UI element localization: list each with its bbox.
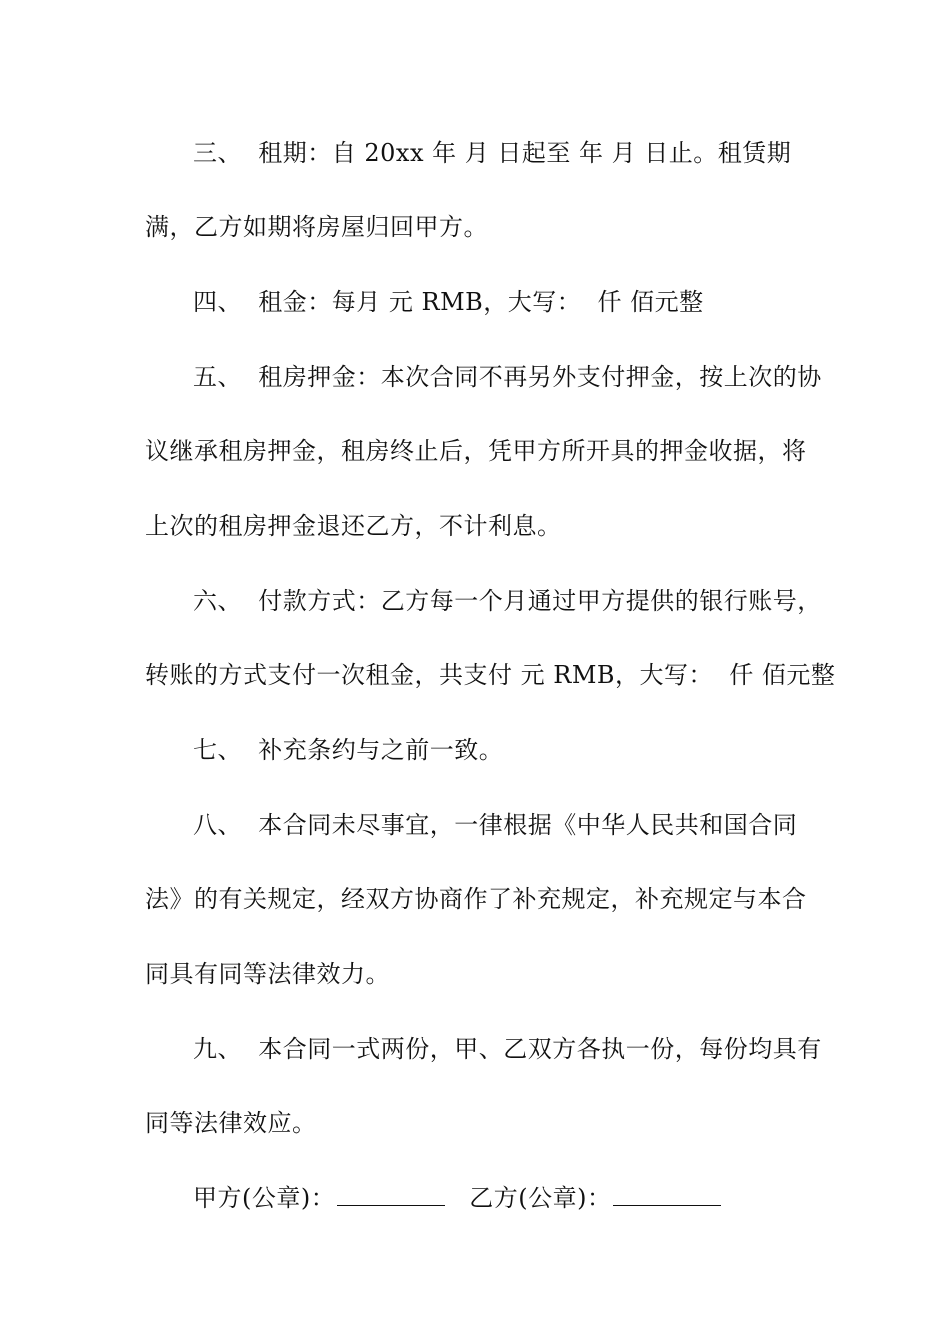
- clause-9-line-1: 九、 本合同一式两份，甲、乙双方各执一份，每份均具有: [193, 1035, 822, 1063]
- clause-8-line-2: 法》的有关规定，经双方协商作了补充规定，补充规定与本合: [145, 885, 807, 913]
- party-a-signature-blank: [337, 1183, 445, 1206]
- clause-6-line-2: 转账的方式支付一次租金，共支付 元 RMB，大写： 仟 佰元整: [145, 661, 836, 689]
- clause-6-line-1: 六、 付款方式：乙方每一个月通过甲方提供的银行账号，: [193, 587, 822, 615]
- clause-5-line-1: 五、 租房押金：本次合同不再另外支付押金，按上次的协: [193, 363, 822, 391]
- party-b-signature-blank: [613, 1183, 721, 1206]
- clause-8-line-3: 同具有同等法律效力。: [145, 960, 390, 988]
- signature-row: [193, 1182, 873, 1214]
- clause-9-line-2: 同等法律效应。: [145, 1109, 317, 1137]
- clause-5-line-2: 议继承租房押金，租房终止后，凭甲方所开具的押金收据，将: [145, 437, 807, 465]
- party-b-label: 乙方(公章)：: [469, 1184, 612, 1212]
- clause-5-line-3: 上次的租房押金退还乙方，不计利息。: [145, 512, 562, 540]
- clause-3-line-1: 三、 租期：自 20xx 年 月 日起至 年 月 日止。租赁期: [193, 139, 792, 167]
- clause-3-line-2: 满，乙方如期将房屋归回甲方。: [145, 213, 488, 241]
- party-a-label: 甲方(公章)：: [193, 1184, 336, 1212]
- clause-8-line-1: 八、 本合同未尽事宜，一律根据《中华人民共和国合同: [193, 811, 798, 839]
- clause-4-line-1: 四、 租金：每月 元 RMB，大写： 仟 佰元整: [193, 288, 704, 316]
- clause-7-line-1: 七、 补充条约与之前一致。: [193, 736, 504, 764]
